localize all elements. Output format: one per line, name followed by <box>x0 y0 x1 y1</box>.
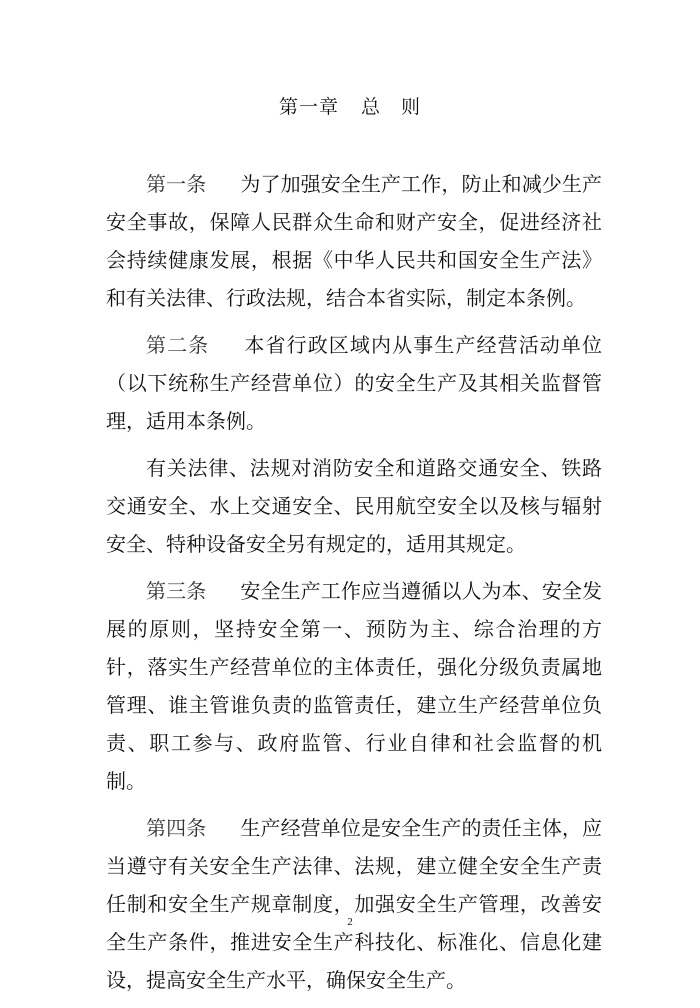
article-text: 安全生产工作应当遵循以人为本、安全发展的原则，坚持安全第一、预防为主、综合治理的方针，落实生产经营单位的主体责任，强化分级负责属地管理、谁主管谁负责的监管责任，建立生产经营单位负责、职工参与、政府监管、行业自律和社会监督的机制。 <box>106 579 603 793</box>
article-2-paragraph-2 <box>106 449 602 563</box>
page-number: 2 <box>347 916 353 928</box>
article-label: 第四条 <box>146 816 207 840</box>
chapter-number: 第一章 <box>278 96 339 118</box>
article-text: 生产经营单位是安全生产的责任主体，应当遵守有关安全生产法律、法规，建立健全安全生产责任制和安全生产规章制度，加强安全生产管理，改善安全生产条件，推进安全生产科技化、标准化、信息化建设，提高安全生产水平，确保安全生产。 <box>106 816 603 992</box>
article-2 <box>106 326 602 440</box>
article-label: 第一条 <box>146 172 207 196</box>
article-text: 为了加强安全生产工作，防止和减少生产安全事故，保障人民群众生命和财产安全，促进经济社会持续健康发展，根据《中华人民共和国安全生产法》和有关法律、行政法规，结合本省实际，制定本条例。 <box>106 172 603 310</box>
article-label: 第二条 <box>146 333 210 357</box>
chapter-title: 总 则 <box>361 96 422 118</box>
article-1 <box>106 165 602 317</box>
article-text: 本省行政区域内从事生产经营活动单位（以下统称生产经营单位）的安全生产及其相关监督管理，适用本条例。 <box>106 333 603 433</box>
document-body <box>106 165 602 1008</box>
article-3 <box>106 572 602 800</box>
article-4 <box>106 809 602 999</box>
article-label: 第三条 <box>146 579 207 603</box>
article-text: 有关法律、法规对消防安全和道路交通安全、铁路交通安全、水上交通安全、民用航空安全以及核与辐射安全、特种设备安全另有规定的，适用其规定。 <box>106 456 602 556</box>
chapter-heading <box>0 92 700 119</box>
